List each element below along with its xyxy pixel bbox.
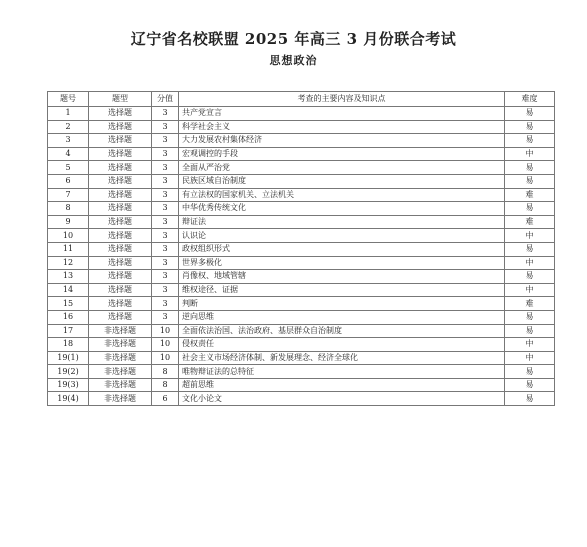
cell-score: 3 [152, 174, 179, 188]
table-row [48, 215, 555, 229]
cell-knowledge-points: 辩证法 [179, 215, 505, 229]
cell-question-number: 19(2) [48, 365, 89, 379]
cell-difficulty: 难 [505, 188, 555, 202]
exam-analysis-table [47, 91, 555, 406]
cell-question-number: 16 [48, 310, 89, 324]
table-row [48, 324, 555, 338]
table-header-row [48, 92, 555, 107]
cell-question-number: 19(1) [48, 351, 89, 365]
table-row [48, 107, 555, 121]
cell-question-type: 非选择题 [89, 351, 152, 365]
cell-difficulty: 中 [505, 229, 555, 243]
cell-score: 3 [152, 202, 179, 216]
cell-question-number: 12 [48, 256, 89, 270]
cell-knowledge-points: 维权途径、证据 [179, 283, 505, 297]
table-body [48, 107, 555, 406]
cell-question-type: 选择题 [89, 215, 152, 229]
cell-question-type: 选择题 [89, 107, 152, 121]
cell-knowledge-points: 侵权责任 [179, 338, 505, 352]
cell-score: 3 [152, 229, 179, 243]
cell-score: 10 [152, 324, 179, 338]
cell-knowledge-points: 大力发展农村集体经济 [179, 134, 505, 148]
cell-difficulty: 中 [505, 351, 555, 365]
table-row [48, 174, 555, 188]
cell-question-number: 17 [48, 324, 89, 338]
cell-knowledge-points: 政权组织形式 [179, 242, 505, 256]
cell-difficulty: 中 [505, 147, 555, 161]
table-row [48, 161, 555, 175]
cell-question-number: 11 [48, 242, 89, 256]
cell-score: 3 [152, 134, 179, 148]
table-row [48, 351, 555, 365]
cell-knowledge-points: 唯物辩证法的总特征 [179, 365, 505, 379]
table-row [48, 120, 555, 134]
cell-question-type: 选择题 [89, 174, 152, 188]
cell-question-number: 4 [48, 147, 89, 161]
cell-knowledge-points: 肖像权、地域管辖 [179, 270, 505, 284]
cell-knowledge-points: 共产党宣言 [179, 107, 505, 121]
cell-score: 3 [152, 215, 179, 229]
cell-question-number: 7 [48, 188, 89, 202]
header-knowledge-points: 考查的主要内容及知识点 [179, 92, 505, 107]
cell-score: 3 [152, 297, 179, 311]
cell-knowledge-points: 全面依法治国、法治政府、基层群众自治制度 [179, 324, 505, 338]
cell-knowledge-points: 世界多极化 [179, 256, 505, 270]
table-row [48, 297, 555, 311]
cell-knowledge-points: 逆向思维 [179, 310, 505, 324]
cell-question-type: 选择题 [89, 229, 152, 243]
header-score: 分值 [152, 92, 179, 107]
table-row [48, 338, 555, 352]
cell-question-type: 非选择题 [89, 378, 152, 392]
cell-score: 6 [152, 392, 179, 406]
cell-question-number: 10 [48, 229, 89, 243]
cell-difficulty: 易 [505, 310, 555, 324]
cell-question-type: 选择题 [89, 120, 152, 134]
cell-question-number: 19(3) [48, 378, 89, 392]
cell-knowledge-points: 超前思维 [179, 378, 505, 392]
cell-difficulty: 易 [505, 242, 555, 256]
cell-question-number: 15 [48, 297, 89, 311]
cell-score: 8 [152, 378, 179, 392]
cell-question-number: 14 [48, 283, 89, 297]
cell-question-number: 9 [48, 215, 89, 229]
table-row [48, 392, 555, 406]
table-row [48, 188, 555, 202]
cell-question-number: 3 [48, 134, 89, 148]
cell-score: 3 [152, 256, 179, 270]
cell-difficulty: 易 [505, 161, 555, 175]
cell-question-type: 选择题 [89, 188, 152, 202]
cell-knowledge-points: 中华优秀传统文化 [179, 202, 505, 216]
header-question-number: 题号 [48, 92, 89, 107]
cell-question-number: 6 [48, 174, 89, 188]
table-row [48, 229, 555, 243]
cell-difficulty: 难 [505, 297, 555, 311]
cell-score: 8 [152, 365, 179, 379]
cell-question-type: 选择题 [89, 202, 152, 216]
cell-knowledge-points: 判断 [179, 297, 505, 311]
cell-question-type: 选择题 [89, 270, 152, 284]
cell-difficulty: 易 [505, 324, 555, 338]
cell-difficulty: 易 [505, 120, 555, 134]
document-subtitle: 思想政治 [269, 54, 318, 67]
cell-knowledge-points: 社会主义市场经济体制、新发展理念、经济全球化 [179, 351, 505, 365]
table-row [48, 283, 555, 297]
cell-score: 3 [152, 310, 179, 324]
cell-difficulty: 难 [505, 215, 555, 229]
cell-score: 3 [152, 270, 179, 284]
document-title: 辽宁省名校联盟 2025 年高三 3 月份联合考试 [130, 30, 457, 48]
cell-question-type: 选择题 [89, 134, 152, 148]
table-row [48, 242, 555, 256]
cell-question-number: 13 [48, 270, 89, 284]
cell-question-type: 非选择题 [89, 338, 152, 352]
cell-difficulty: 易 [505, 365, 555, 379]
cell-difficulty: 易 [505, 392, 555, 406]
cell-knowledge-points: 全面从严治党 [179, 161, 505, 175]
cell-knowledge-points: 文化小论文 [179, 392, 505, 406]
cell-question-type: 选择题 [89, 161, 152, 175]
cell-score: 3 [152, 242, 179, 256]
cell-difficulty: 中 [505, 338, 555, 352]
cell-score: 3 [152, 120, 179, 134]
cell-difficulty: 中 [505, 283, 555, 297]
cell-difficulty: 易 [505, 270, 555, 284]
table-row [48, 270, 555, 284]
table-row [48, 378, 555, 392]
cell-question-number: 19(4) [48, 392, 89, 406]
table-row [48, 202, 555, 216]
cell-difficulty: 易 [505, 174, 555, 188]
table-row [48, 134, 555, 148]
table-row [48, 310, 555, 324]
cell-score: 3 [152, 188, 179, 202]
cell-question-type: 非选择题 [89, 324, 152, 338]
cell-knowledge-points: 科学社会主义 [179, 120, 505, 134]
cell-difficulty: 中 [505, 256, 555, 270]
cell-knowledge-points: 民族区域自治制度 [179, 174, 505, 188]
table-row [48, 365, 555, 379]
cell-score: 3 [152, 161, 179, 175]
cell-difficulty: 易 [505, 378, 555, 392]
cell-question-type: 选择题 [89, 297, 152, 311]
cell-question-type: 非选择题 [89, 365, 152, 379]
cell-question-type: 选择题 [89, 310, 152, 324]
cell-question-number: 5 [48, 161, 89, 175]
cell-question-type: 选择题 [89, 147, 152, 161]
header-difficulty: 难度 [505, 92, 555, 107]
cell-score: 3 [152, 147, 179, 161]
cell-score: 3 [152, 107, 179, 121]
table-row [48, 256, 555, 270]
cell-question-type: 选择题 [89, 283, 152, 297]
cell-question-number: 8 [48, 202, 89, 216]
cell-knowledge-points: 认识论 [179, 229, 505, 243]
table-row [48, 147, 555, 161]
cell-question-number: 18 [48, 338, 89, 352]
cell-knowledge-points: 宏观调控的手段 [179, 147, 505, 161]
cell-question-number: 1 [48, 107, 89, 121]
cell-difficulty: 易 [505, 107, 555, 121]
cell-difficulty: 易 [505, 134, 555, 148]
header-question-type: 题型 [89, 92, 152, 107]
cell-question-type: 选择题 [89, 242, 152, 256]
cell-score: 10 [152, 338, 179, 352]
cell-question-type: 选择题 [89, 256, 152, 270]
cell-score: 10 [152, 351, 179, 365]
cell-question-number: 2 [48, 120, 89, 134]
cell-knowledge-points: 有立法权的国家机关、立法机关 [179, 188, 505, 202]
cell-difficulty: 易 [505, 202, 555, 216]
cell-question-type: 非选择题 [89, 392, 152, 406]
cell-score: 3 [152, 283, 179, 297]
